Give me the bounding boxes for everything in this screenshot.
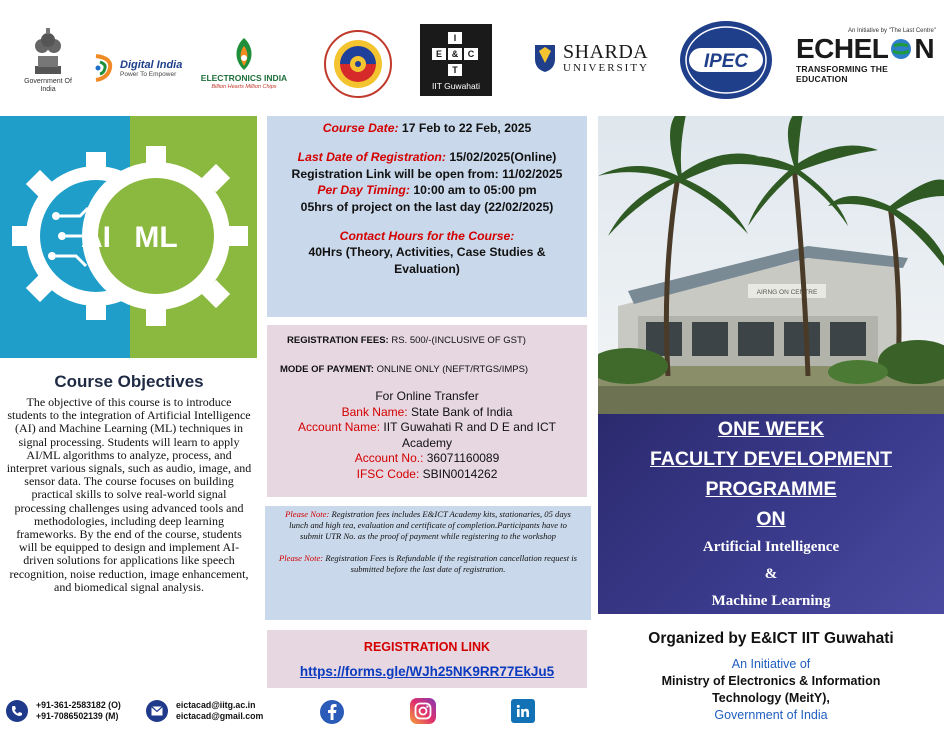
echelon-initiative: An Initiative by "The Last Centre" [848,28,936,34]
note-1-label: Please Note: [285,509,330,519]
organizer-title: Organized by E&ICT IIT Guwahati [648,630,894,647]
mode-value: ONLINE ONLY (NEFT/RTGS/IMPS) [373,364,529,375]
eict-grid-icon [428,30,484,80]
fees-box [267,325,587,497]
flame-leaf-icon [229,36,259,72]
last-date-label: Last Date of Registration: [297,150,446,165]
shield-icon [533,43,557,73]
institute-seal-logo [322,28,394,100]
payment-mode-line [267,364,587,375]
goi-caption: Government Of India [24,78,72,93]
objectives-body: The objective of this course is to introduce students to the integration of Artificial Intelligence (AI) and Machine Learning (ML) techniques in signal processing. Students will learn to apply AI/ML algorithms to analyze, process, and interpret various signals, such as audio, image, and sensor data. The course focuses on building practical skills to solve real-world signal processing challenges using advanced tools and methodologies, including deep learning frameworks. By the end of the course, students will be equipped to design and implement AI-driven solutions for applications like speech recognition, noise reduction, image enhancement, and biomedical signal analysis. [6,395,252,594]
ai-label: AI [81,221,111,254]
objectives-title: Course Objectives [54,372,204,391]
fees-label: REGISTRATION FEES: [287,335,389,346]
digital-india-icon [92,54,116,82]
organizer-government: Government of India [714,708,828,722]
ipec-emblem-icon [677,18,775,102]
account-no-label: Account No.: [354,451,424,466]
transfer-heading: For Online Transfer [375,389,479,403]
fees-value: RS. 500/-(INCLUSIVE OF GST) [388,335,526,346]
echelon-name-post: N [914,33,935,64]
digital-india-name: Digital India [120,58,183,71]
phone-mobile[interactable]: +91-7086502139 (M) [36,711,119,721]
sharda-logo [524,40,658,76]
contact-hours-label: Contact Hours for the Course: [339,229,515,244]
note-1 [271,509,585,542]
iit-guwahati-logo [420,24,492,96]
note-2-text: Registration Fees is Refundable if the registration cancellation request is submitted before the last date of registration. [323,553,577,574]
registration-title: REGISTRATION LINK [363,640,491,654]
phone-office[interactable]: +91-361-2583182 (O) [36,700,121,710]
goi-logo [18,22,78,98]
fdp-line-2: FACULTY DEVELOPMENT [650,448,892,470]
note-2 [271,553,585,575]
fdp-line-3: PROGRAMME [705,478,837,500]
ipec-logo [677,18,775,102]
electronics-india-name: ELECTRONICS INDIA [200,73,288,84]
note-1-text: Registration fees includes E&ICT Academy kits, stationaries, 05 days lunch and high tea, evaluation and certificate of completion.Participants have to submit UTR No. as the proof of payment while registering to the workshop [289,509,571,541]
emblem-icon [31,26,65,78]
campus-photo [598,116,944,414]
globe-icon [889,37,913,61]
building-sign: AIRNG ON CENTRE [756,289,818,296]
timing-label: Per Day Timing: [317,183,410,198]
bank-details [267,389,587,483]
fdp-line-1: ONE WEEK [717,418,825,440]
iitg-letter-i: I [453,32,457,43]
ml-label: ML [134,221,178,254]
last-date-value: 15/02/2025(Online) [445,150,557,165]
ai-ml-gears-icon [0,116,257,358]
email-contact [146,700,263,722]
footer [0,694,598,730]
fdp-banner [598,414,944,614]
sharda-sub: UNIVERSITY [563,62,649,74]
contact-hours-value: 40Hrs (Theory, Activities, Case Studies & Evaluation) [308,245,546,276]
facebook-icon[interactable] [320,700,344,724]
echelon-tagline: TRANSFORMING THE EDUCATION [796,64,888,84]
email-iitg[interactable]: eictacad@iitg.ac.in [176,700,256,710]
project-line: 05hrs of project on the last day (22/02/2025) [300,199,554,214]
account-name-label: Account Name: [298,420,381,435]
bank-name-label: Bank Name: [341,404,408,419]
last-date-line [267,149,587,165]
echelon-name-pre: ECHEL [796,33,889,64]
fdp-topic-1: Artificial Intelligence [702,539,840,555]
fdp-amp: & [764,566,778,582]
organizer-ministry: Ministry of Electronics & Information Technology (MeitY), [661,674,881,705]
building-trees-icon [598,116,944,414]
bank-name-value: State Bank of India [407,404,513,419]
ifsc-value: SBIN0014262 [419,466,498,481]
fdp-topic-2: Machine Learning [711,593,831,609]
electronics-india-logo [198,28,290,98]
registration-box [267,630,587,688]
course-date-value: 17 Feb to 22 Feb, 2025 [398,121,532,135]
seal-icon [323,29,393,99]
linkedin-icon[interactable] [511,699,535,723]
phone-icon [6,700,28,722]
echelon-logo [796,24,936,88]
mode-label: MODE OF PAYMENT: [280,364,374,375]
timing-line [267,182,587,198]
timing-value: 10:00 am to 05:00 pm [409,183,537,198]
registration-fees-line [267,335,587,346]
schedule-box [267,116,587,317]
course-date-line [267,120,587,136]
note-2-label: Please Note: [279,553,324,563]
course-objectives [6,372,252,690]
electronics-india-tagline: Billion Hearts Million Chips [211,83,277,90]
fdp-line-4: ON [756,508,786,530]
phone-contact [6,700,121,722]
ai-ml-hero-art [0,116,257,358]
iitg-letter-e: E [435,48,443,59]
email-gmail[interactable]: eictacad@gmail.com [176,711,264,721]
registration-open-line: Registration Link will be open from: 11/02/2025 [291,166,563,181]
course-date-label: Course Date: [322,121,399,135]
instagram-icon[interactable] [410,698,436,724]
iitg-letter-c: C [467,48,475,59]
mail-icon [146,700,168,722]
digital-india-logo [92,46,196,90]
sharda-name: SHARDA [563,41,649,63]
iitg-caption: IIT Guwahati [431,80,481,91]
iitg-letter-amp: & [451,48,459,59]
ifsc-label: IFSC Code: [356,466,420,481]
account-no-value: 36071160089 [423,451,500,466]
iitg-letter-t: T [452,64,458,75]
ipec-name: IPEC [703,51,749,72]
account-name-value: IIT Guwahati R and D E and ICT Academy [380,420,556,450]
logo-strip [0,0,944,112]
registration-link[interactable]: https://forms.gle/WJh25NK9RR77EkJu5 [299,664,555,679]
digital-india-tagline: Power To Empower [120,70,177,78]
organizer-initiative: An Initiative of [731,657,811,671]
organizer-block [598,618,944,730]
notes-box [265,506,591,620]
